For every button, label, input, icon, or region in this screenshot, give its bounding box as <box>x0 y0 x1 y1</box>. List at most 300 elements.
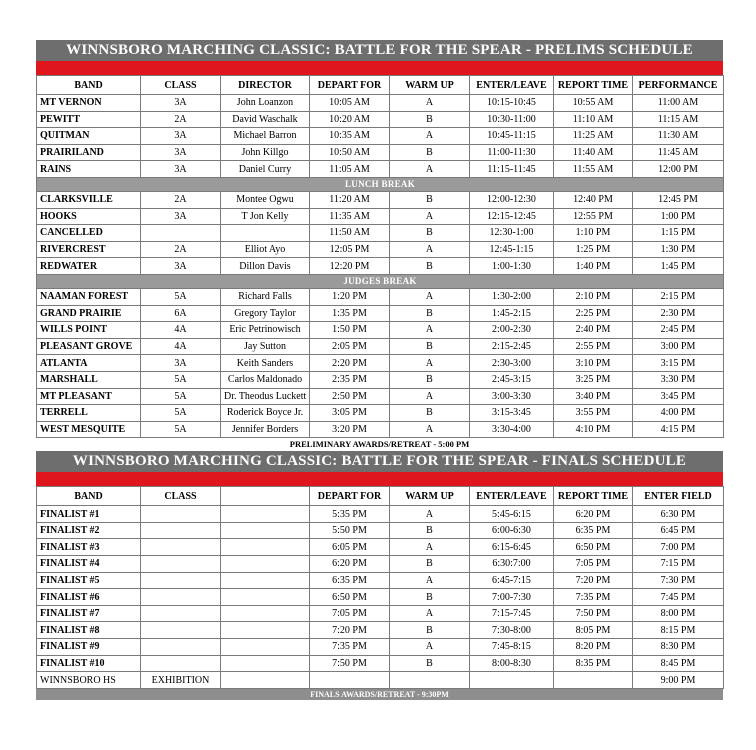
table-cell <box>221 225 310 242</box>
table-cell: 2:45-3:15 <box>470 371 554 388</box>
table-cell: 7:45-8:15 <box>470 639 554 656</box>
band-cell: MARSHALL <box>37 371 141 388</box>
table-cell: Daniel Curry <box>221 161 310 178</box>
table-cell: 5:45-6:15 <box>470 506 554 523</box>
table-cell <box>141 556 221 573</box>
table-row <box>37 421 724 438</box>
band-cell: RAINS <box>37 161 141 178</box>
table-cell: 7:15-7:45 <box>470 605 554 622</box>
table-cell: 3:55 PM <box>554 405 633 422</box>
band-cell: GRAND PRAIRIE <box>37 305 141 322</box>
table-cell: 3A <box>141 144 221 161</box>
table-cell: 11:00-11:30 <box>470 144 554 161</box>
table-cell: 6:35 PM <box>554 522 633 539</box>
table-cell: 3:45 PM <box>633 388 724 405</box>
band-cell: MT VERNON <box>37 95 141 112</box>
band-cell: FINALIST #3 <box>37 539 141 556</box>
table-cell: Michael Barron <box>221 128 310 145</box>
table-cell <box>141 655 221 672</box>
table-cell <box>221 672 310 689</box>
table-cell: 3:00-3:30 <box>470 388 554 405</box>
table-cell: 11:05 AM <box>310 161 390 178</box>
table-cell: A <box>390 208 470 225</box>
table-cell: 11:50 AM <box>310 225 390 242</box>
table-cell <box>221 655 310 672</box>
table-cell: 6:20 PM <box>310 556 390 573</box>
table-cell: 3:00 PM <box>633 338 724 355</box>
table-cell: 10:30-11:00 <box>470 111 554 128</box>
table-row <box>37 338 724 355</box>
table-cell <box>221 556 310 573</box>
table-cell: 11:55 AM <box>554 161 633 178</box>
table-cell: A <box>390 161 470 178</box>
table-cell: 2:55 PM <box>554 338 633 355</box>
table-cell: 9:00 PM <box>633 672 724 689</box>
break-row <box>37 177 724 191</box>
finals-column-header: ENTER/LEAVE <box>470 487 554 506</box>
table-cell: 3:30 PM <box>633 371 724 388</box>
table-cell <box>390 672 470 689</box>
table-cell: 2A <box>141 191 221 208</box>
band-cell: FINALIST #5 <box>37 572 141 589</box>
table-cell: 6:45-7:15 <box>470 572 554 589</box>
table-cell: A <box>390 421 470 438</box>
table-cell: 3A <box>141 161 221 178</box>
band-cell: FINALIST #9 <box>37 639 141 656</box>
table-cell: 10:50 AM <box>310 144 390 161</box>
table-row <box>37 111 724 128</box>
finals-column-header: WARM UP <box>390 487 470 506</box>
table-cell: 2:30-3:00 <box>470 355 554 372</box>
band-cell: WILLS POINT <box>37 322 141 339</box>
prelims-column-header: BAND <box>37 76 141 95</box>
table-cell: 6:20 PM <box>554 506 633 523</box>
table-cell: 3:20 PM <box>310 421 390 438</box>
prelims-awards-note: PRELIMINARY AWARDS/RETREAT - 5:00 PM <box>289 439 470 450</box>
table-cell: 4A <box>141 338 221 355</box>
table-cell: 12:40 PM <box>554 191 633 208</box>
table-cell: 10:35 AM <box>310 128 390 145</box>
table-row <box>37 572 724 589</box>
table-row <box>37 605 724 622</box>
table-cell: 1:45 PM <box>633 258 724 275</box>
table-cell: 1:20 PM <box>310 288 390 305</box>
table-cell: 6:00-6:30 <box>470 522 554 539</box>
table-cell: Gregory Taylor <box>221 305 310 322</box>
table-cell: 8:15 PM <box>633 622 724 639</box>
table-cell: 2:35 PM <box>310 371 390 388</box>
table-cell: 10:15-10:45 <box>470 95 554 112</box>
table-cell: 12:30-1:00 <box>470 225 554 242</box>
band-cell: PLEASANT GROVE <box>37 338 141 355</box>
table-cell: 11:15 AM <box>633 111 724 128</box>
table-cell: 12:45-1:15 <box>470 241 554 258</box>
table-cell: 8:00-8:30 <box>470 655 554 672</box>
band-cell: REDWATER <box>37 258 141 275</box>
table-cell: B <box>390 338 470 355</box>
table-cell: B <box>390 111 470 128</box>
finals-column-header: ENTER FIELD <box>633 487 724 506</box>
band-cell: RIVERCREST <box>37 241 141 258</box>
break-row <box>37 274 724 288</box>
table-row <box>37 95 724 112</box>
table-cell <box>221 522 310 539</box>
table-cell: 3:05 PM <box>310 405 390 422</box>
table-cell: 7:20 PM <box>310 622 390 639</box>
table-cell: A <box>390 605 470 622</box>
table-cell: 8:00 PM <box>633 605 724 622</box>
band-cell: FINALIST #2 <box>37 522 141 539</box>
table-row <box>37 355 724 372</box>
table-cell: David Waschalk <box>221 111 310 128</box>
table-cell: 7:50 PM <box>310 655 390 672</box>
table-cell: Jennifer Borders <box>221 421 310 438</box>
table-row <box>37 589 724 606</box>
band-cell: TERRELL <box>37 405 141 422</box>
table-cell <box>141 639 221 656</box>
table-cell: 4:15 PM <box>633 421 724 438</box>
table-row <box>37 522 724 539</box>
table-cell: 3:15-3:45 <box>470 405 554 422</box>
finals-column-header: REPORT TIME <box>554 487 633 506</box>
table-cell: 12:15-12:45 <box>470 208 554 225</box>
table-cell: 5A <box>141 388 221 405</box>
table-cell: 1:00 PM <box>633 208 724 225</box>
table-cell: 6:15-6:45 <box>470 539 554 556</box>
table-cell: Dr. Theodus Luckett <box>221 388 310 405</box>
finals-column-header: BAND <box>37 487 141 506</box>
table-cell: 7:05 PM <box>554 556 633 573</box>
band-cell: ATLANTA <box>37 355 141 372</box>
table-cell: John Loanzon <box>221 95 310 112</box>
table-cell: 2:05 PM <box>310 338 390 355</box>
table-cell: 2:15 PM <box>633 288 724 305</box>
table-cell: B <box>390 258 470 275</box>
table-cell: 2:10 PM <box>554 288 633 305</box>
table-row <box>37 208 724 225</box>
table-cell: A <box>390 241 470 258</box>
table-cell <box>221 622 310 639</box>
table-row <box>37 639 724 656</box>
table-cell: Eric Petrinowisch <box>221 322 310 339</box>
table-cell: 11:40 AM <box>554 144 633 161</box>
table-cell: 6:30:7:00 <box>470 556 554 573</box>
table-cell: A <box>390 128 470 145</box>
table-cell: Montee Ogwu <box>221 191 310 208</box>
table-cell: Elliot Ayo <box>221 241 310 258</box>
band-cell: WEST MESQUITE <box>37 421 141 438</box>
table-cell: 2:25 PM <box>554 305 633 322</box>
table-cell: 11:35 AM <box>310 208 390 225</box>
table-cell: 4:00 PM <box>633 405 724 422</box>
table-cell <box>221 639 310 656</box>
table-cell: 12:55 PM <box>554 208 633 225</box>
table-row <box>37 622 724 639</box>
table-cell <box>221 589 310 606</box>
table-cell: Carlos Maldonado <box>221 371 310 388</box>
table-cell: B <box>390 589 470 606</box>
table-cell: 2:15-2:45 <box>470 338 554 355</box>
table-cell <box>221 539 310 556</box>
band-cell: QUITMAN <box>37 128 141 145</box>
table-cell <box>141 589 221 606</box>
table-row <box>37 128 724 145</box>
table-cell: 1:35 PM <box>310 305 390 322</box>
table-cell: 6:35 PM <box>310 572 390 589</box>
table-cell: 2:40 PM <box>554 322 633 339</box>
table-cell: 12:00-12:30 <box>470 191 554 208</box>
table-cell: 3:25 PM <box>554 371 633 388</box>
table-cell: 2:30 PM <box>633 305 724 322</box>
prelims-table <box>36 75 724 438</box>
finals-title: WINNSBORO MARCHING CLASSIC: BATTLE FOR THE SPEAR - FINALS SCHEDULE <box>36 451 723 472</box>
table-row <box>37 258 724 275</box>
table-cell: B <box>390 144 470 161</box>
table-cell: A <box>390 355 470 372</box>
prelims-column-header: ENTER/LEAVE <box>470 76 554 95</box>
table-cell: 2:45 PM <box>633 322 724 339</box>
table-cell: B <box>390 191 470 208</box>
table-cell: 8:20 PM <box>554 639 633 656</box>
table-row <box>37 506 724 523</box>
table-cell: Richard Falls <box>221 288 310 305</box>
table-cell <box>141 605 221 622</box>
table-cell: 1:30-2:00 <box>470 288 554 305</box>
band-cell: FINALIST #1 <box>37 506 141 523</box>
table-cell: 4A <box>141 322 221 339</box>
table-cell: 11:25 AM <box>554 128 633 145</box>
table-cell: 7:15 PM <box>633 556 724 573</box>
table-cell: 8:30 PM <box>633 639 724 656</box>
band-cell: WINNSBORO HS <box>37 672 141 689</box>
band-cell: FINALIST #10 <box>37 655 141 672</box>
table-cell: 3:15 PM <box>633 355 724 372</box>
table-cell <box>141 539 221 556</box>
table-cell: 1:50 PM <box>310 322 390 339</box>
prelims-column-header: REPORT TIME <box>554 76 633 95</box>
table-cell: 1:15 PM <box>633 225 724 242</box>
table-cell: 11:15-11:45 <box>470 161 554 178</box>
table-cell: 7:05 PM <box>310 605 390 622</box>
table-cell: 3A <box>141 258 221 275</box>
table-cell: 7:20 PM <box>554 572 633 589</box>
table-cell: 8:05 PM <box>554 622 633 639</box>
table-cell: 3A <box>141 95 221 112</box>
table-row <box>37 322 724 339</box>
table-cell: 6:50 PM <box>310 589 390 606</box>
band-cell: FINALIST #4 <box>37 556 141 573</box>
finals-column-header <box>221 487 310 506</box>
finals-column-header: DEPART FOR <box>310 487 390 506</box>
table-cell: Jay Sutton <box>221 338 310 355</box>
table-cell: 12:00 PM <box>633 161 724 178</box>
table-cell: B <box>390 655 470 672</box>
table-cell: 7:00 PM <box>633 539 724 556</box>
table-cell <box>221 572 310 589</box>
table-cell: A <box>390 639 470 656</box>
finals-table <box>36 486 724 689</box>
table-cell: 1:10 PM <box>554 225 633 242</box>
table-cell: 7:50 PM <box>554 605 633 622</box>
table-row <box>37 241 724 258</box>
table-cell: 7:35 PM <box>310 639 390 656</box>
table-cell: 3A <box>141 355 221 372</box>
break-label: JUDGES BREAK <box>37 274 724 288</box>
table-cell: 3:10 PM <box>554 355 633 372</box>
break-label: LUNCH BREAK <box>37 177 724 191</box>
table-cell: A <box>390 288 470 305</box>
band-cell: FINALIST #7 <box>37 605 141 622</box>
table-cell: 7:45 PM <box>633 589 724 606</box>
table-row <box>37 539 724 556</box>
table-cell <box>141 522 221 539</box>
table-cell: Dillon Davis <box>221 258 310 275</box>
table-cell: 3A <box>141 128 221 145</box>
table-cell: 1:40 PM <box>554 258 633 275</box>
table-cell: 11:20 AM <box>310 191 390 208</box>
table-cell: 11:00 AM <box>633 95 724 112</box>
table-cell: Keith Sanders <box>221 355 310 372</box>
prelims-header-row <box>37 76 724 95</box>
table-cell: 3:30-4:00 <box>470 421 554 438</box>
finals-awards-note: FINALS AWARDS/RETREAT - 9:30PM <box>36 689 723 700</box>
table-cell: B <box>390 556 470 573</box>
table-cell: A <box>390 506 470 523</box>
band-cell: NAAMAN FOREST <box>37 288 141 305</box>
table-row <box>37 672 724 689</box>
table-cell: 6:50 PM <box>554 539 633 556</box>
table-cell: B <box>390 305 470 322</box>
table-cell: 5A <box>141 421 221 438</box>
table-row <box>37 225 724 242</box>
table-cell: B <box>390 371 470 388</box>
band-cell: FINALIST #6 <box>37 589 141 606</box>
prelims-title: WINNSBORO MARCHING CLASSIC: BATTLE FOR THE SPEAR - PRELIMS SCHEDULE <box>36 40 723 61</box>
table-cell: 2:00-2:30 <box>470 322 554 339</box>
table-cell: 5A <box>141 288 221 305</box>
table-cell: 1:30 PM <box>633 241 724 258</box>
table-cell: 12:45 PM <box>633 191 724 208</box>
finals-column-header: CLASS <box>141 487 221 506</box>
finals-header-row <box>37 487 724 506</box>
table-cell: B <box>390 522 470 539</box>
table-cell: 5:35 PM <box>310 506 390 523</box>
table-cell: 5:50 PM <box>310 522 390 539</box>
table-row <box>37 288 724 305</box>
table-cell: B <box>390 405 470 422</box>
table-cell: 6:45 PM <box>633 522 724 539</box>
table-cell: 7:35 PM <box>554 589 633 606</box>
table-cell: 4:10 PM <box>554 421 633 438</box>
table-row <box>37 144 724 161</box>
table-cell: 11:10 AM <box>554 111 633 128</box>
table-cell: 6:05 PM <box>310 539 390 556</box>
band-cell: CANCELLED <box>37 225 141 242</box>
table-cell: 5A <box>141 371 221 388</box>
table-cell: 3A <box>141 208 221 225</box>
table-row <box>37 371 724 388</box>
table-cell <box>141 622 221 639</box>
table-cell: T Jon Kelly <box>221 208 310 225</box>
table-cell: 5A <box>141 405 221 422</box>
table-cell: 2:50 PM <box>310 388 390 405</box>
table-cell: 12:20 PM <box>310 258 390 275</box>
table-row <box>37 305 724 322</box>
prelims-red-bar <box>36 61 723 75</box>
band-cell: HOOKS <box>37 208 141 225</box>
table-cell <box>221 506 310 523</box>
prelims-column-header: DIRECTOR <box>221 76 310 95</box>
prelims-column-header: CLASS <box>141 76 221 95</box>
table-cell: 7:30 PM <box>633 572 724 589</box>
table-cell: 10:45-11:15 <box>470 128 554 145</box>
table-row <box>37 655 724 672</box>
table-cell: 3:40 PM <box>554 388 633 405</box>
table-cell: 2A <box>141 111 221 128</box>
table-cell: A <box>390 388 470 405</box>
finals-red-bar <box>36 472 723 486</box>
table-row <box>37 388 724 405</box>
table-cell: 8:35 PM <box>554 655 633 672</box>
table-cell: A <box>390 539 470 556</box>
schedule-sheet <box>36 40 723 700</box>
table-cell: 8:45 PM <box>633 655 724 672</box>
table-cell <box>141 572 221 589</box>
table-row <box>37 191 724 208</box>
table-cell: 6:30 PM <box>633 506 724 523</box>
table-cell: 7:30-8:00 <box>470 622 554 639</box>
prelims-column-header: DEPART FOR <box>310 76 390 95</box>
table-cell <box>310 672 390 689</box>
table-cell: 10:55 AM <box>554 95 633 112</box>
table-cell <box>141 506 221 523</box>
table-cell: A <box>390 322 470 339</box>
table-cell <box>221 605 310 622</box>
table-cell: 7:00-7:30 <box>470 589 554 606</box>
table-cell: EXHIBITION <box>141 672 221 689</box>
table-cell: 2A <box>141 241 221 258</box>
table-cell: 10:05 AM <box>310 95 390 112</box>
table-cell: B <box>390 622 470 639</box>
table-cell: 11:45 AM <box>633 144 724 161</box>
table-cell: John Killgo <box>221 144 310 161</box>
table-cell: 12:05 PM <box>310 241 390 258</box>
table-cell: 1:25 PM <box>554 241 633 258</box>
prelims-column-header: PERFORMANCE <box>633 76 724 95</box>
band-cell: CLARKSVILLE <box>37 191 141 208</box>
table-cell: 10:20 AM <box>310 111 390 128</box>
prelims-column-header: WARM UP <box>390 76 470 95</box>
table-cell: 11:30 AM <box>633 128 724 145</box>
table-row <box>37 405 724 422</box>
band-cell: FINALIST #8 <box>37 622 141 639</box>
table-cell: A <box>390 95 470 112</box>
table-row <box>37 556 724 573</box>
band-cell: MT PLEASANT <box>37 388 141 405</box>
table-row <box>37 161 724 178</box>
table-cell: 1:45-2:15 <box>470 305 554 322</box>
table-cell <box>470 672 554 689</box>
table-cell: 1:00-1:30 <box>470 258 554 275</box>
band-cell: PRAIRILAND <box>37 144 141 161</box>
table-cell <box>554 672 633 689</box>
table-cell: A <box>390 572 470 589</box>
table-cell <box>141 225 221 242</box>
band-cell: PEWITT <box>37 111 141 128</box>
table-cell: B <box>390 225 470 242</box>
table-cell: Roderick Boyce Jr. <box>221 405 310 422</box>
table-cell: 6A <box>141 305 221 322</box>
